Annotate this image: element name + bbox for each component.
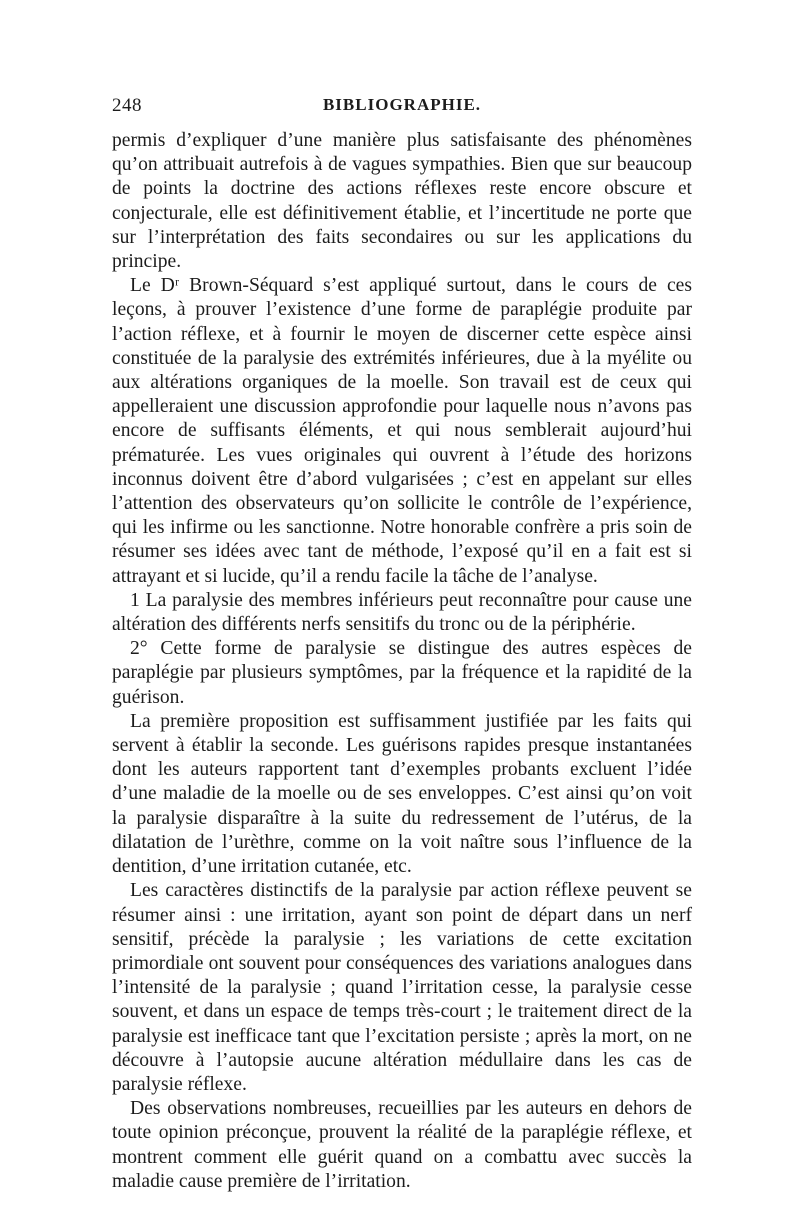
book-page [112, 95, 692, 1194]
paragraph-observations: Des observations nombreuses, recueillies par les auteurs en dehors de toute opinion préconçue, prouvent la réalité de la paraplégie réflexe, et montrent comment elle guérit quand on a combattu avec succès la maladie cause première de l’irritation. [112, 1098, 692, 1192]
section-title: BIBLIOGRAPHIE. [322, 95, 482, 114]
body-text [112, 129, 692, 1194]
running-head [112, 95, 692, 129]
paragraph-continuation: permis d’expliquer d’une manière plus satisfaisante des phénomènes qu’on attribuait autrefois à de vagues sympathies. Bien que sur beaucoup de points la doctrine des actions réflexes reste encore obscure et conjecturale, elle est définitivement établie, et l’incertitude ne porte que sur l’interprétation des faits secondaires ou sur les applications du principe. [112, 130, 692, 273]
page-number: 248 [112, 95, 142, 116]
paragraph-brown-sequard: Le Dʳ Brown-Séquard s’est appliqué surtout, dans le cours de ces leçons, à prouver l’existence d’une forme de paraplégie produite par l’action réflexe, et à fournir le moyen de discerner cette espèce ainsi constituée de la paralysie des extrémités inférieures, due à la myélite ou aux altérations organiques de la moelle. Son travail est de ceux qui appelleraient une discussion approfondie pour laquelle nous n’avons pas encore de suffisants éléments, et qui nous semblerait aujourd’hui prématurée. Les vues originales qui ouvrent à l’étude des horizons inconnus doivent être d’abord vulgarisées ; c’est en appelant sur elles l’attention des observateurs qu’on sollicite le contrôle de l’expérience, qui les infirme ou les sanctionne. Notre honorable confrère a pris soin de résumer ses idées avec tant de méthode, l’exposé qu’il en a fait est si attrayant et si lucide, qu’il a rendu facile la tâche de l’analyse. [112, 275, 692, 587]
proposition-2: 2° Cette forme de paralysie se distingue des autres espèces de paraplégie par plusieurs symptômes, par la fréquence et la rapidité de la guérison. [112, 638, 692, 708]
paragraph-first-proposition: La première proposition est suffisamment justifiée par les faits qui servent à établir la seconde. Les guérisons rapides presque instantanées dont les auteurs rapportent tant d’exemples probants excluent l’idée d’une maladie de la moelle ou de ses enveloppes. C’est ainsi qu’on voit la paralysie disparaître à la suite du redressement de l’utérus, de la dilatation de l’urèthre, comme on la voit naître sous l’influence de la dentition, d’une irritation cutanée, etc. [112, 710, 692, 878]
paragraph-distinctive-characters: Les caractères distinctifs de la paralysie par action réflexe peuvent se résumer ainsi : une irritation, ayant son point de départ dans un nerf sensitif, précède la paralysie ; les variations de cette excitation primordiale ont souvent pour conséquences des variations analogues dans l’intensité de la paralysie ; quand l’irritation cesse, la paralysie cesse souvent, et dans un espace de temps très-court ; le traitement direct de la paralysie est inefficace tant que l’excitation persiste ; après la mort, on ne découvre à l’autopsie aucune altération médullaire dans les cas de paralysie réflexe. [112, 880, 692, 1095]
proposition-1: 1 La paralysie des membres inférieurs peut reconnaître pour cause une altération des différents nerfs sensitifs du tronc ou de la périphérie. [112, 589, 692, 636]
